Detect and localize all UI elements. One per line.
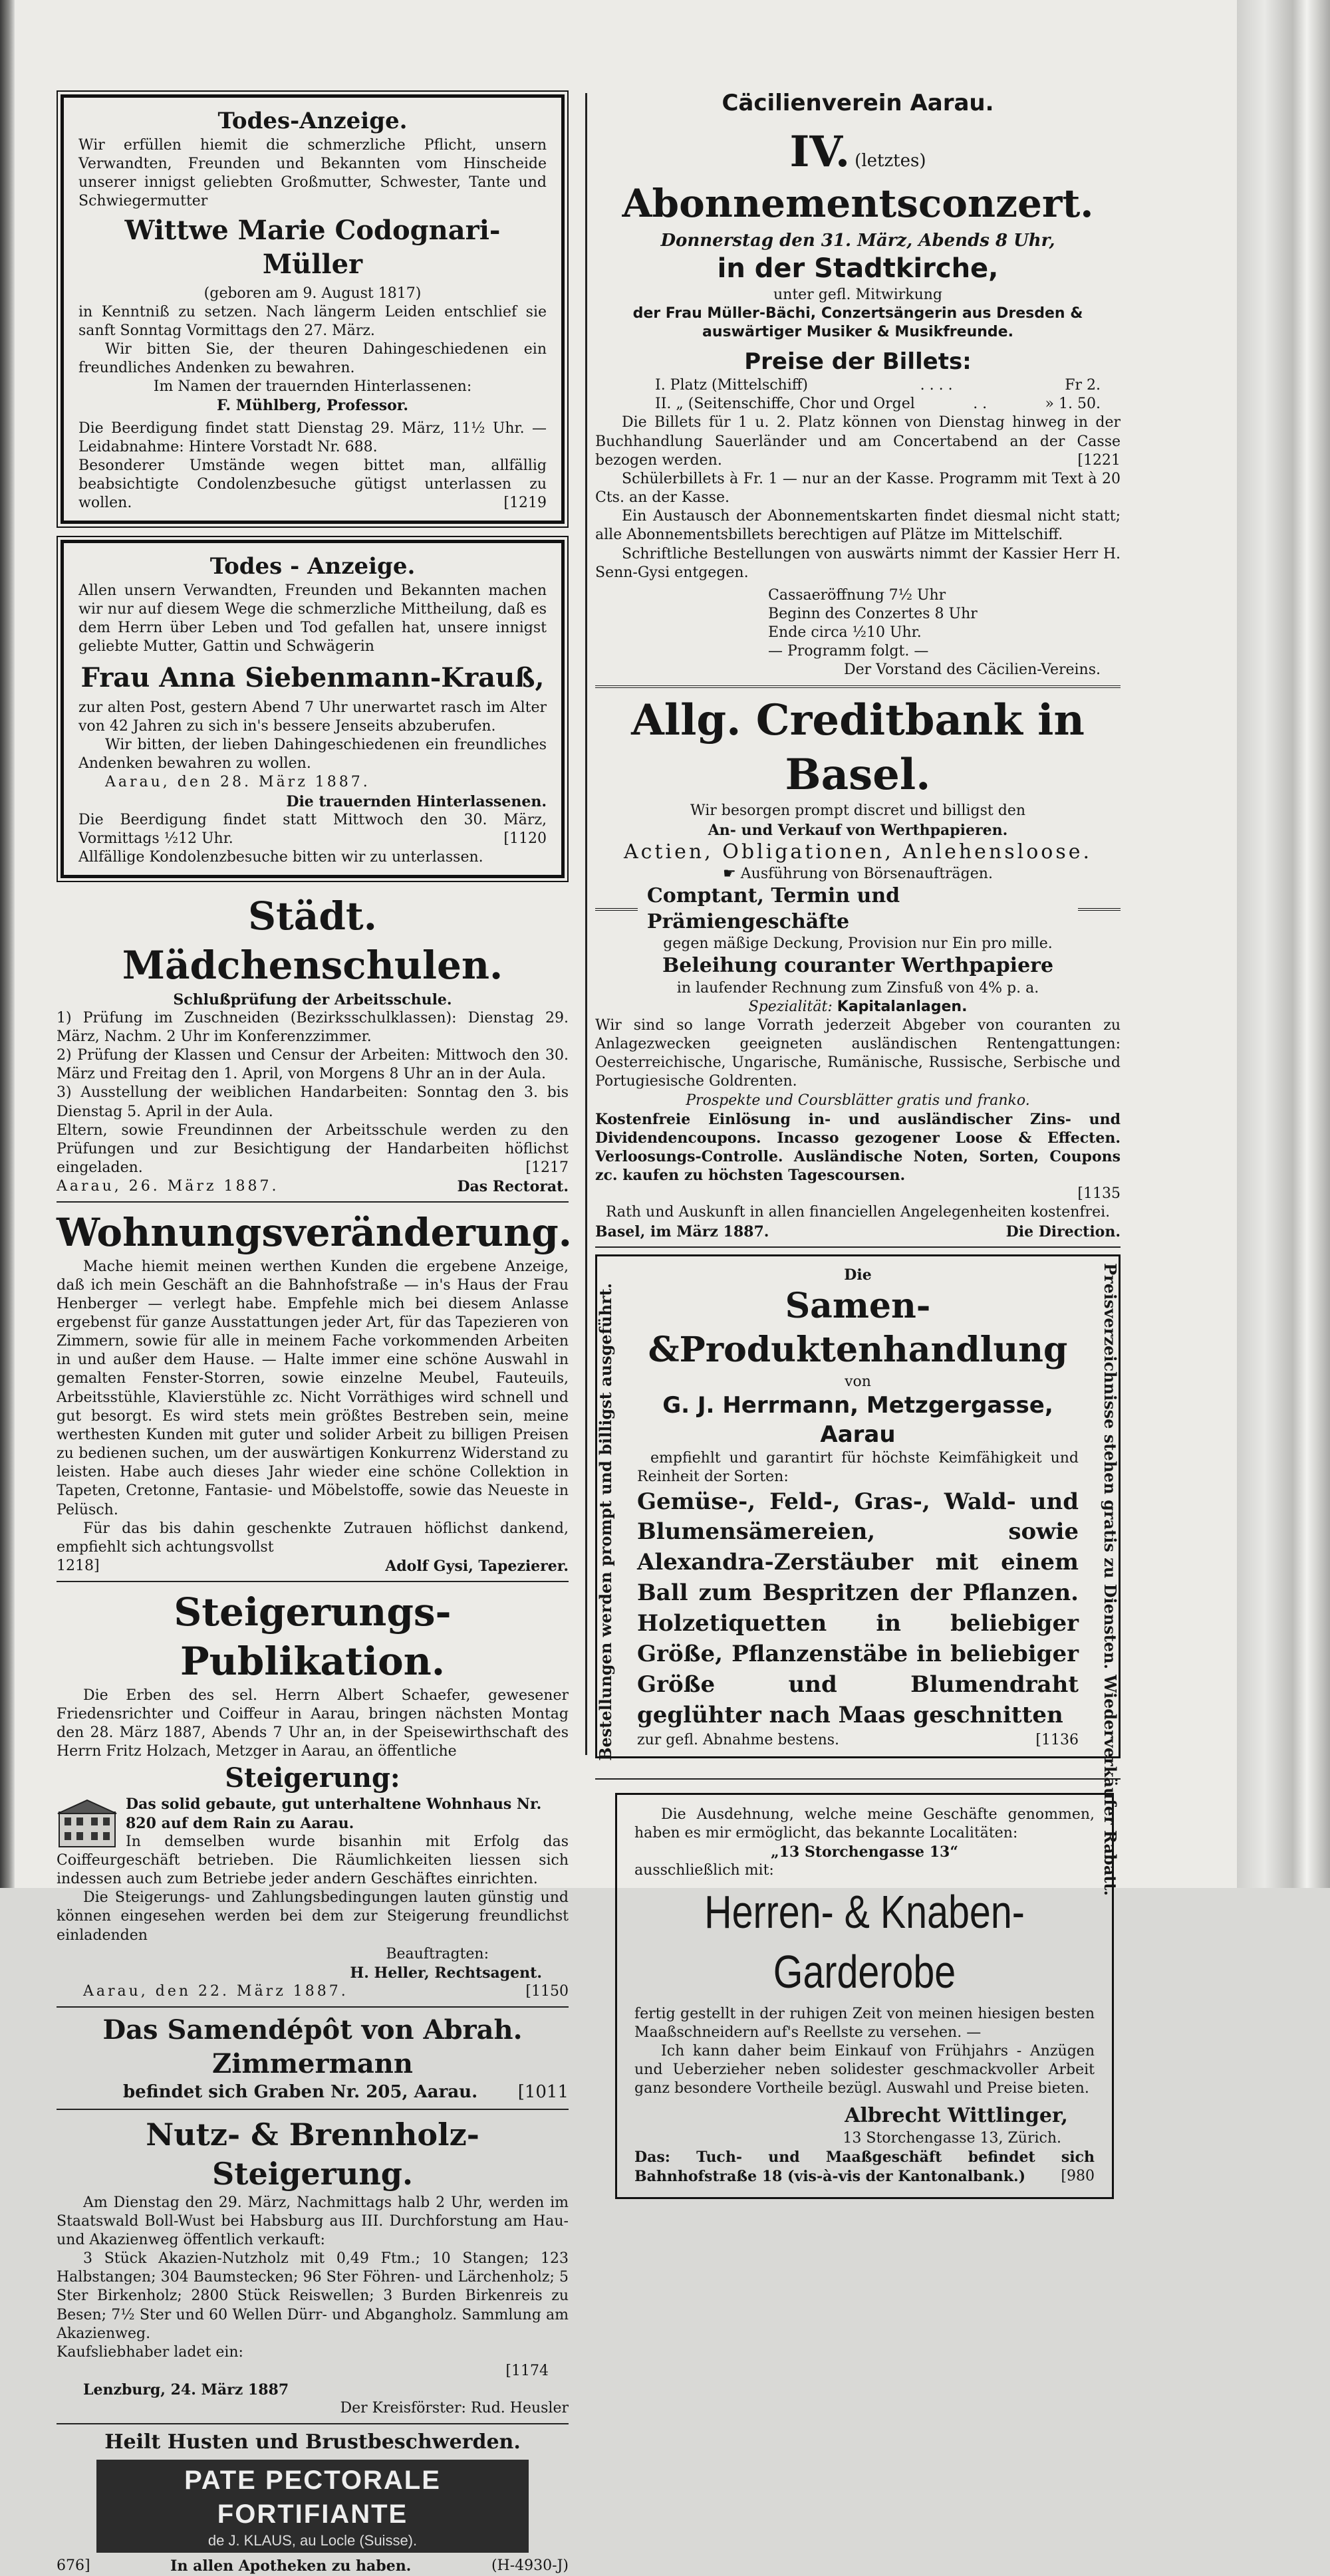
bank-line-5: Comptant, Termin und Prämiengeschäfte [646, 884, 900, 933]
remedy-footer-row [57, 2557, 569, 2575]
timber-auction-notice [57, 2115, 569, 2418]
seed-shop-body: Gemüse-, Feld-, Gras-, Wald- und Blumensämereien, sowie Alexandra-Zerstäuber mit einem Ball zum Bespritzen der Pflanzen. Holzetiquetten in beliebiger Größe, Pflanzenstäbe in beliebiger Größe und Blumendraht geglühter nach Maas geschnitten [637, 1488, 1079, 1728]
signature: Der Vorstand des Cäcilien-Vereins. [844, 661, 1101, 679]
rule-bar [595, 908, 638, 911]
relocation-title: Wohnungsveränderung. [57, 1210, 572, 1256]
ad-ref: [1219 [503, 495, 547, 512]
concert-times [595, 586, 1121, 661]
concert-performers: der Frau Müller-Bächi, Conzertsängerin aus Dresden & auswärtiger Musiker & Musikfreunde. [632, 305, 1083, 341]
seed-shop-die: Die [844, 1266, 872, 1284]
house-listing [57, 1795, 569, 1889]
signature-intro: Im Namen der trauernden Hinterlassenen: [153, 378, 472, 396]
place-date: Basel, im März 1887. [595, 1223, 769, 1240]
program-note: — Programm folgt. — [768, 643, 929, 660]
seed-shop-von: von [845, 1373, 871, 1391]
ad-ref: (H-4930-J) [491, 2557, 569, 2575]
divider [57, 2006, 569, 2008]
price-dots: . . . . [920, 377, 953, 394]
seed-shop-closing-row [637, 1731, 1079, 1750]
bank-line-10: Wir sind so lange Vorrath jederzeit Abgeber von couranten zu Anlagezwecken geeigneten ausländischen Rentengattungen: Oesterreichische, Ungarische, Rumänische, Russische, Serbische und Portugiesische Goldrenten. [595, 1016, 1121, 1090]
seed-depot-notice [57, 2013, 569, 2103]
bank-specialty-label: Spezialität: [748, 998, 833, 1015]
timber-title: Nutz- & Brennholz-Steigerung. [146, 2116, 479, 2192]
clothing-address-quote: „13 Storchengasse 13“ [771, 1843, 958, 1861]
condolence-note: Allfällige Kondolenzbesuche bitten wir zu unterlassen. [78, 848, 483, 866]
death-notice-body: zur alten Post, gestern Abend 7 Uhr unerwartet rasch im Alter von 42 Jahren zu sich in's bessere Jenseits abzuberufen. [78, 699, 547, 735]
death-notice-title: Todes-Anzeige. [217, 108, 408, 134]
bank-line-13: Rath und Auskunft in allen financiellen Angelegenheiten kostenfrei. [605, 1204, 1111, 1221]
death-notice-intro: Wir erfüllen hiemit die schmerzliche Pflicht, unsern Verwandten, Freunden und Bekannten vom Hinscheide unserer innigst geliebten Großmutter, Schwester, Tante und Schwiegermutter [78, 136, 547, 209]
divider [57, 2423, 569, 2424]
time-line: Ende circa ½10 Uhr. [768, 624, 922, 642]
place-date: Aarau, den 22. März 1887. [83, 1983, 348, 2000]
side-note-left: Bestellungen werden prompt und billigst ausgeführt. [596, 1282, 615, 1761]
bank-line-2: An- und Verkauf von Werthpapieren. [708, 821, 1008, 839]
auction-body: Die Erben des sel. Herrn Albert Schaefer, gewesener Friedensrichter und Coiffeur in Aarau, bringen nächsten Montag den 28. März 1887, Abends 7 Uhr an, in der Speisewirthschaft des Herrn Fritz Holzach, Metzger in Aarau, an öffentliche [57, 1687, 569, 1760]
house-illustration-icon [57, 1798, 118, 1849]
bank-line-6: gegen mäßige Deckung, Provision nur Ein pro mille. [663, 935, 1053, 953]
auction-body3: Die Steigerungs- und Zahlungsbedingungen lauten günstig und können eingesehen werden bei dem zur Steigerung freundlichst einladenden [57, 1889, 569, 1944]
page-number: 676] [57, 2557, 90, 2575]
death-notice-codognari [61, 94, 565, 524]
relocation-closing: Für das bis dahin geschenkte Zutrauen höflichst dankend, empfiehlt sich achtungsvollst [57, 1520, 569, 1556]
clothing-title-wrap [634, 1883, 1095, 2002]
signature: Die Direction. [1005, 1223, 1121, 1240]
price-label: I. Platz (Mittelschiff) [655, 377, 808, 394]
concert-ad [595, 89, 1121, 680]
scan-edge-right [1237, 0, 1330, 1888]
school-item-3: 3) Ausstellung der weiblichen Handarbeiten: Sonntag den 3. bis Dienstag 5. April in der Aula. [57, 1084, 569, 1120]
clothing-ad [615, 1793, 1114, 2199]
price-row [655, 395, 1101, 413]
ad-ref: [1174 [505, 2363, 549, 2379]
ad-ref: [1150 [525, 1983, 569, 2000]
death-notice-body: in Kenntniß zu setzen. Nach längerm Leiden entschlief sie sanft Sonntag Vormittags den 27. März. [78, 303, 547, 339]
death-notice-siebenmann [61, 540, 565, 878]
deceased-name: Frau Anna Siebenmann-Krauß, [80, 661, 545, 693]
relocation-body: Mache hiemit meinen werthen Kunden die ergebene Anzeige, daß ich mein Geschäft an die Bahnhofstraße — in's Haus der Frau Henberger — verlegt habe. Empfehle mich bei diesem Anlasse ergebenst für ganze Ausstattungen jeder Art, für das Tapezieren von Zimmern, sowie für alle in meinem Fache vorkommenden Arbeiten in und außer dem Hause. — Halte immer eine schöne Auswahl in gemalten Fenster-Storren, sowie einzelne Meubel, Fauteuils, Arbeitsstühle, Klavierstühle zc. Nicht Vorräthiges wird schnell und gut besorgt. Es wird stets mein größtes Bestreben sein, meine werthesten Kunden mit guter und solider Arbeit zu billigen Preisen zu bedienen suchen, um der auswärtigen Konkurrenz Widerstand zu leisten. Habe auch dieses Jahr wieder eine schöne Collektion in Tapeten, Cretonne, Fantasie- und Möbelstoffe, sowie das Neueste in Pelüsch. [57, 1258, 569, 1518]
price-value: Fr 2. [1065, 377, 1101, 394]
clothing-footer-text: Das: Tuch- und Maaßgeschäft befindet sich Bahnhofstraße 18 (vis-à-vis der Kantonalbank.) [634, 2148, 1095, 2186]
ad-ref: [1120 [503, 830, 547, 847]
clothing-body: fertig gestellt in der ruhigen Zeit von meinen hiesigen besten Maaßschneidern auf's Reellste zu versehen. — [634, 2005, 1095, 2041]
bank-line-12: Kostenfreie Einlösung in- und ausländischer Zins- und Dividendencoupons. Incasso gezogener Loose & Effecten. Verloosungs-Controlle. Ausländische Noten, Sorten, Coupons zc. kaufen zu höchsten Tagescoursen. [595, 1110, 1121, 1185]
concert-note: (letztes) [855, 150, 926, 171]
place-date: Aarau, den 28. März 1887. [105, 774, 370, 791]
bank-line-3: Actien, Obligationen, Anlehensloose. [623, 840, 1093, 864]
scan-edge-left [0, 0, 15, 1888]
remedy-headline: Heilt Husten und Brustbeschwerden. [104, 2430, 521, 2454]
clothing-intro: Die Ausdehnung, welche meine Geschäfte genommen, haben es mir ermöglicht, das bekannte Localitäten: [634, 1806, 1095, 1841]
remedy-product-name: PATE PECTORALE FORTIFIANTE [184, 2465, 441, 2529]
bank-line-7: Beleihung couranter Werthpapiere [662, 954, 1054, 978]
ad-ref: [1136 [1035, 1731, 1079, 1748]
school-title: Städt. Mädchenschulen. [122, 893, 503, 989]
concert-number: IV. [789, 126, 851, 177]
concert-presale-text: Die Billets für 1 u. 2. Platz können von Dienstag hinweg in der Buchhandlung Sauerländer und am Concertabend an der Casse bezogen werden. [595, 414, 1121, 469]
ad-ref: 1218] [57, 1558, 100, 1575]
concert-title-row [595, 125, 1121, 229]
place-date: Lenzburg, 24. März 1887 [83, 2381, 289, 2399]
concert-orders: Schriftliche Bestellungen von auswärts nimmt der Kassier Herr H. Senn-Gysi entgegen. [595, 545, 1121, 581]
divider [57, 1581, 569, 1582]
auction-notice [57, 1587, 569, 2001]
seed-shop-intro: empfiehlt und garantirt für höchste Keimfähigkeit und Reinheit der Sorten: [637, 1450, 1079, 1486]
signature: Adolf Gysi, Tapezierer. [385, 1558, 569, 1576]
divider [57, 1201, 569, 1203]
remedy-footer: In allen Apotheken zu haben. [170, 2557, 412, 2575]
remedy-maker: de J. KLAUS, au Locle (Suisse). [207, 2532, 418, 2549]
ad-ref: [1011 [517, 2081, 569, 2102]
school-signature-row [57, 1177, 569, 1196]
relocation-signature-row [57, 1557, 569, 1576]
concert-mitwirkung: unter gefl. Mitwirkung [773, 287, 942, 304]
agent-signature: H. Heller, Rechtsagent. [350, 1964, 542, 1982]
deceased-name: Wittwe Marie Codognari-Müller [124, 215, 501, 281]
school-footer-text: Eltern, sowie Freundinnen der Arbeitsschule werden zu den Prüfungen und zur Besichtigung der Handarbeiten höflichst eingeladen. [57, 1121, 569, 1176]
condolence-note [78, 457, 547, 513]
death-notice-intro: Allen unsern Verwandten, Freunden und Bekannten machen wir nur auf diesem Wege die schmerzliche Mittheilung, daß es dem Herrn über Leben und Tod gefallen hat, unsere innigst geliebte Mutter, Gattin und Schwägerin [78, 582, 547, 655]
school-subtitle: Schlußprüfung der Arbeitsschule. [173, 991, 452, 1008]
concert-venue: in der Stadtkirche, [717, 253, 999, 284]
funeral-info: Die Beerdigung findet statt Dienstag 29. März, 11½ Uhr. — Leidabnahme: Hintere Vorstadt Nr. 688. [78, 419, 547, 455]
timber-body2: 3 Stück Akazien-Nutzholz mit 0,49 Ftm.; 10 Stangen; 123 Halbstangen; 304 Baumstecken; 96 Ster Föhren- und Lärchenholz; 5 Ster Birkenholz; 2800 Stück Reiswellen; 3 Burden Birkenreis zu Besen; 7½ Ster und 60 Wellen Dürr- und Abgangholz. Sammlung am Akazienweg. [57, 2250, 569, 2342]
divider [595, 685, 1121, 688]
concert-students: Schülerbillets à Fr. 1 — nur an der Kasse. Programm mit Text à 20 Cts. an der Kasse. [595, 470, 1121, 507]
price-table [595, 376, 1121, 413]
prices-title: Preise der Billets: [744, 348, 972, 375]
signature: Die trauernden Hinterlassenen. [286, 792, 547, 810]
bank-line-1: Wir besorgen prompt discret und billigst den [690, 802, 1026, 820]
house-line: Das solid gebaute, gut unterhaltene Wohnhaus Nr. 820 auf dem Rain zu Aarau. [126, 1796, 542, 1832]
bank-signature-row [595, 1223, 1121, 1241]
bank-line-4 [595, 865, 1121, 883]
divider [595, 1778, 1121, 1780]
timber-body3: Kaufsliebhaber ladet ein: [57, 2343, 243, 2361]
price-dots: . . [973, 396, 988, 413]
concert-presale [595, 413, 1121, 469]
school-exam-notice [57, 891, 569, 1196]
concert-exchange: Ein Austausch der Abonnementskarten findet diesmal nicht statt; alle Abonnementsbillets berechtigen auf Plätze im Mittelschiff. [595, 508, 1121, 544]
seed-depot-row [57, 2081, 569, 2103]
auction-date-row [57, 1982, 569, 2001]
condolence-note-text: Besonderer Umstände wegen bittet man, allfällig beabsichtigte Condolenzbesuche gütigst unterlassen zu wollen. [78, 457, 547, 512]
funeral-info-text: Die Beerdigung findet statt Mittwoch den 30. März, Vormittags ½12 Uhr. [78, 811, 547, 847]
signature: Albrecht Wittlinger, [845, 2104, 1068, 2128]
born-date: (geboren am 9. August 1817) [203, 285, 422, 302]
seed-depot-address: befindet sich Graben Nr. 205, Aarau. [123, 2081, 478, 2102]
timber-body: Am Dienstag den 29. März, Nachmittags halb 2 Uhr, werden im Staatswald Boll-Wust bei Habsburg aus III. Durchforstung am Hau- und Akazienweg öffentlich verkauft: [57, 2194, 569, 2248]
relocation-notice [57, 1208, 572, 1576]
bank-line-11: Prospekte und Coursblätter gratis und franko. [686, 1092, 1030, 1109]
column-rule [585, 93, 587, 1755]
bank-line-5-row [595, 883, 1121, 935]
cough-remedy-ad [57, 2430, 569, 2575]
bank-specialty: Kapitalanlagen. [837, 998, 968, 1015]
ad-ref: [1217 [525, 1159, 569, 1176]
ad-ref: [980 [1061, 2168, 1095, 2185]
death-notice-body2: Wir bitten, der lieben Dahingeschiedenen ein freundliches Andenken bewahren zu wollen. [78, 737, 547, 772]
signature: Das Rectorat. [457, 1178, 569, 1196]
ad-ref: [1135 [1077, 1185, 1121, 1203]
seed-shop-title: Samen-&Produktenhandlung [648, 1285, 1068, 1371]
funeral-info [78, 811, 547, 848]
auction-subtitle: Steigerung: [225, 1762, 400, 1794]
seed-shop-closing: zur gefl. Abnahme bestens. [637, 1731, 840, 1748]
death-notice-body2: Wir bitten Sie, der theuren Dahingeschiedenen ein freundliches Andenken zu bewahren. [78, 340, 547, 377]
time-line: Cassaeröffnung 7½ Uhr [768, 586, 946, 604]
bank-line-4-text: Ausführung von Börsenaufträgen. [740, 866, 993, 883]
auction-title: Steigerungs-Publikation. [174, 1589, 452, 1685]
time-line: Beginn des Conzertes 8 Uhr [768, 605, 978, 622]
auction-body2: In demselben wurde bisanhin mit Erfolg das Coiffeurgeschäft betrieben. Die Räumlichkeiten liessen sich indessen auch zum Betriebe jeder andern Geschäftes einrichten. [57, 1833, 569, 1888]
clothing-exclusive: ausschließlich mit: [634, 1862, 774, 1879]
clothing-address: 13 Storchengasse 13, Zürich. [843, 2129, 1061, 2147]
concert-title: Abonnementsconzert. [622, 181, 1094, 227]
price-value: » 1. 50. [1045, 396, 1101, 413]
divider [595, 1246, 1121, 1248]
signature: Der Kreisförster: Rud. Heusler [340, 2400, 569, 2417]
concert-header: Cäcilienverein Aarau. [722, 90, 994, 116]
ad-ref: [1221 [1077, 451, 1121, 469]
school-footer [57, 1121, 569, 1177]
place-date: Aarau, 26. März 1887. [57, 1178, 279, 1195]
side-note-right: Preisverzeichnisse stehen gratis zu Diensten. Wiederverkäufer Rabatt. [1101, 1262, 1120, 1896]
school-item-2: 2) Prüfung der Klassen und Censur der Arbeiten: Mittwoch den 30. März und Freitag den 1. April, von Morgens 8 Uhr an in der Aula. [57, 1047, 569, 1083]
bank-line-8: in laufender Rechnung zum Zinsfuß von 4% p. a. [676, 979, 1039, 996]
divider [57, 2109, 569, 2110]
death-notice-title: Todes - Anzeige. [209, 553, 416, 580]
signature: F. Mühlberg, Professor. [216, 397, 409, 415]
remedy-label [96, 2460, 529, 2553]
price-row [655, 376, 1101, 395]
rule-bar [1078, 908, 1121, 911]
bank-ad [595, 693, 1121, 1241]
school-item-1: 1) Prüfung im Zuschneiden (Bezirksschulklassen): Dienstag 29. März, Nachm. 2 Uhr im Konferenzzimmer. [57, 1009, 569, 1045]
agent-intro: Beauftragten: [386, 1945, 489, 1962]
concert-date: Donnerstag den 31. März, Abends 8 Uhr, [660, 230, 1055, 251]
seed-depot-title: Das Samendépôt von Abrah. Zimmermann [102, 2014, 523, 2080]
price-label: II. „ (Seitenschiffe, Chor und Orgel [655, 396, 915, 413]
right-column [595, 80, 1121, 2199]
left-column [57, 80, 572, 2576]
clothing-body2: Ich kann daher beim Einkauf von Frühjahrs - Anzügen und Ueberzieher neben solidester geschmackvoller Arbeit ganz besondere Vortheile bezügl. Auswahl und Preise bieten. [634, 2042, 1095, 2097]
clothing-footer [634, 2148, 1095, 2186]
seed-shop-owner: G. J. Herrmann, Metzgergasse, Aarau [662, 1392, 1053, 1448]
pointing-hand-icon: ☛ [723, 866, 741, 883]
bank-title: Allg. Creditbank in Basel. [631, 695, 1085, 800]
bank-line-9 [595, 998, 1121, 1016]
clothing-title: Herren- & Knaben-Garderobe [704, 1886, 1025, 1998]
